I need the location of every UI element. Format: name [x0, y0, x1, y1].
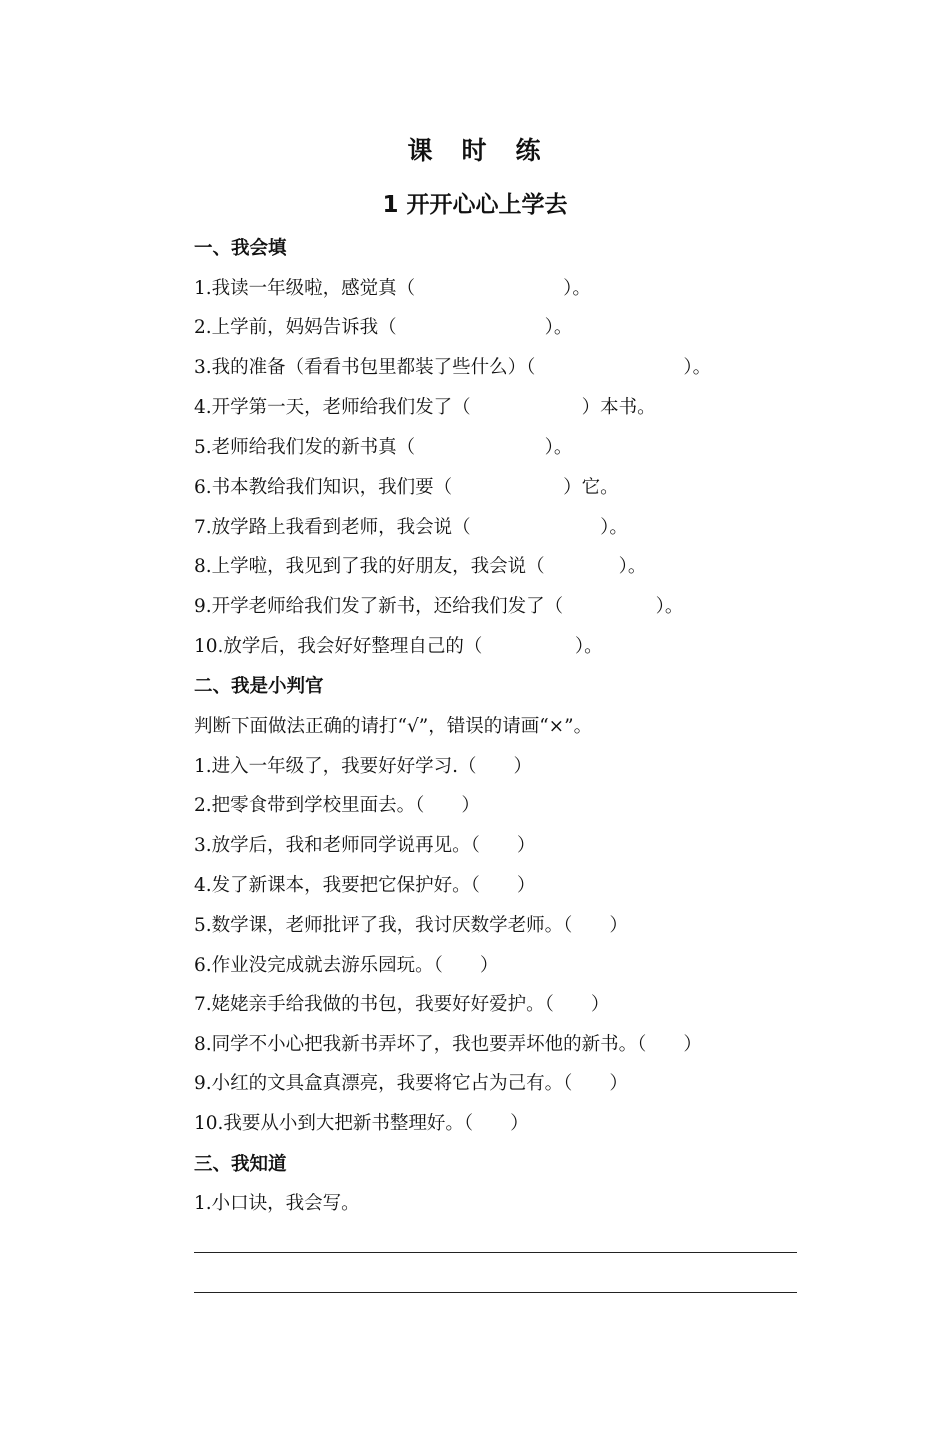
- fill-item: 7.放学路上我看到老师，我会说（ ）。: [194, 517, 628, 538]
- answer-line[interactable]: [194, 1292, 797, 1293]
- judge-item: 10.我要从小到大把新书整理好。（ ）: [194, 1113, 529, 1134]
- know-item: 1.小口诀，我会写。: [194, 1193, 360, 1214]
- section2-heading: 二、我是小判官: [194, 676, 324, 697]
- fill-item: 1.我读一年级啦，感觉真（ ）。: [194, 278, 591, 299]
- judge-item: 6.作业没完成就去游乐园玩。（ ）: [194, 955, 499, 976]
- judge-item: 5.数学课，老师批评了我，我讨厌数学老师。（ ）: [194, 915, 628, 936]
- judge-item: 7.姥姥亲手给我做的书包，我要好好爱护。（ ）: [194, 994, 610, 1015]
- judge-item: 4.发了新课本，我要把它保护好。（ ）: [194, 875, 536, 896]
- fill-item: 4.开学第一天，老师给我们发了（ ）本书。: [194, 397, 656, 418]
- judge-item: 9.小红的文具盒真漂亮，我要将它占为己有。（ ）: [194, 1073, 628, 1094]
- fill-item: 9.开学老师给我们发了新书，还给我们发了（ ）。: [194, 596, 684, 617]
- judge-item: 8.同学不小心把我新书弄坏了，我也要弄坏他的新书。（ ）: [194, 1034, 702, 1055]
- fill-item: 3.我的准备（看看书包里都装了些什么）（ ）。: [194, 357, 712, 378]
- section3-heading: 三、我知道: [194, 1154, 287, 1175]
- fill-item: 10.放学后，我会好好整理自己的（ ）。: [194, 636, 603, 657]
- page-title: 课 时 练: [407, 136, 543, 165]
- fill-item: 8.上学啦，我见到了我的好朋友，我会说（ ）。: [194, 556, 647, 577]
- fill-item: 2.上学前，妈妈告诉我（ ）。: [194, 317, 573, 338]
- section2-instruction: 判断下面做法正确的请打“√”，错误的请画“×”。: [194, 716, 593, 737]
- answer-line[interactable]: [194, 1252, 797, 1253]
- judge-item: 1.进入一年级了，我要好好学习.（ ）: [194, 756, 533, 777]
- fill-item: 6.书本教给我们知识，我们要（ ）它。: [194, 477, 619, 498]
- lesson-title: 1 开开心心上学去: [382, 192, 568, 218]
- section1-heading: 一、我会填: [194, 238, 287, 259]
- fill-item: 5.老师给我们发的新书真（ ）。: [194, 437, 573, 458]
- judge-item: 2.把零食带到学校里面去。（ ）: [194, 795, 480, 816]
- judge-item: 3.放学后，我和老师同学说再见。（ ）: [194, 835, 536, 856]
